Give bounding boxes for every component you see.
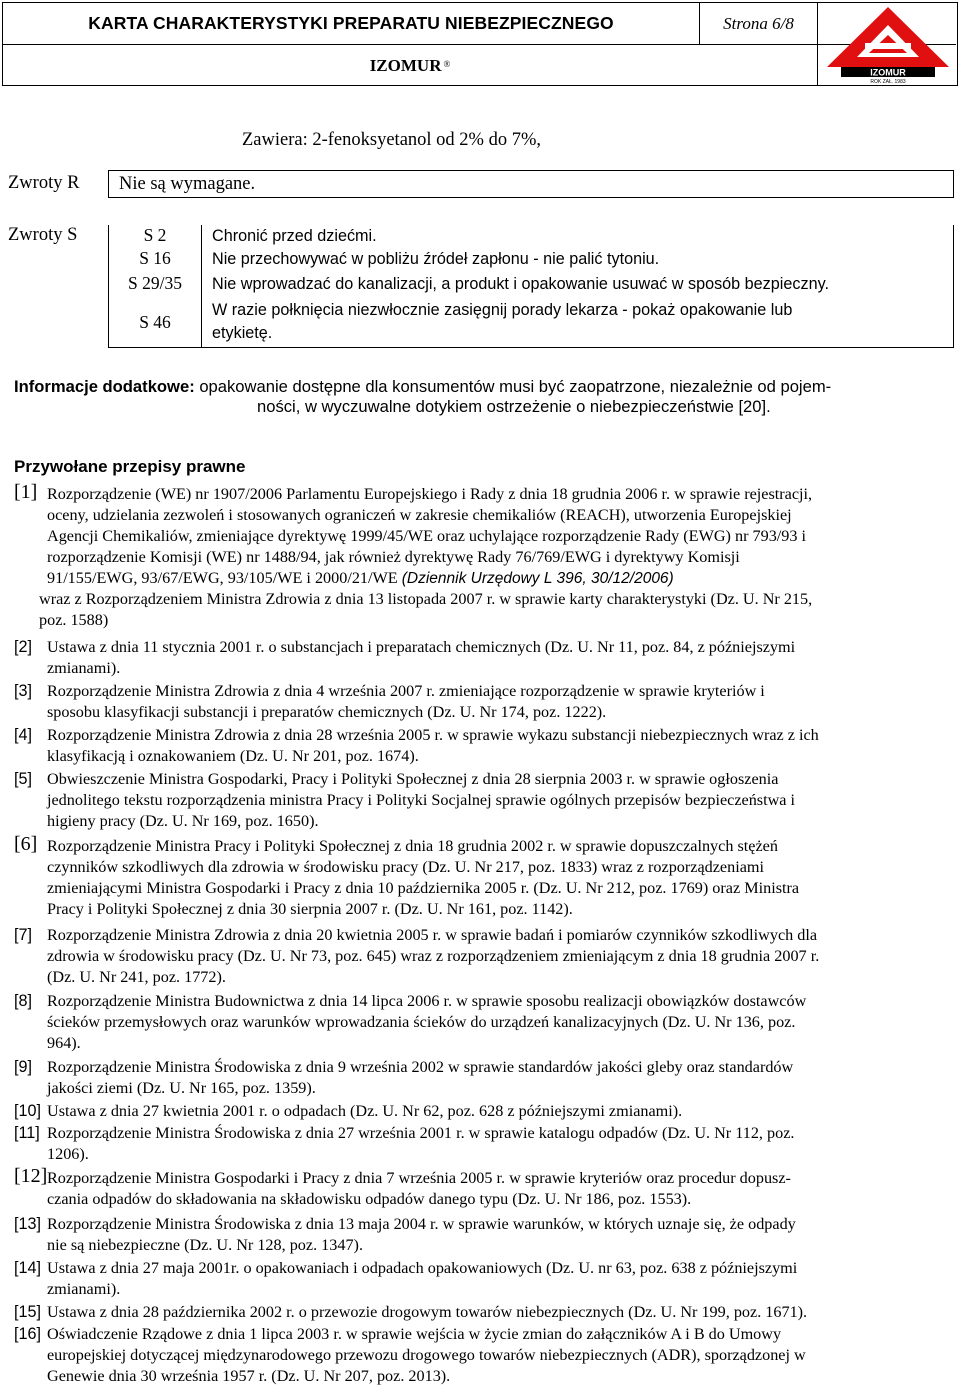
reference-line: zdrowia w środowisku pracy (Dz. U. Nr 73, poz. 645) wraz z rozporządzeniem zmieniającym z dnia 18 grudnia 2007 r. [47, 947, 820, 965]
s-phrases-label: Zwroty S [8, 225, 78, 245]
additional-info-label: Informacje dodatkowe: [14, 377, 195, 396]
reference-line: Ustawa z dnia 27 kwietnia 2001 r. o odpadach (Dz. U. Nr 62, poz. 628 z późniejszymi zmianami). [47, 1102, 683, 1120]
reference-line: Pracy i Polityki Społecznej z dnia 30 sierpnia 2007 r. (Dz. U. Nr 161, poz. 1142). [47, 900, 573, 918]
legal-reference-11 [14, 1123, 954, 1165]
legal-reference-10 [14, 1101, 954, 1122]
reference-number: [5] [14, 770, 32, 788]
legal-reference-7 [14, 925, 954, 988]
legal-reference-13 [14, 1214, 954, 1256]
reference-number: [3] [14, 682, 32, 700]
reference-line: rozporządzenie Komisji (WE) nr 1488/94, jak również dyrektywę Rady 76/769/EWG i dyrektywy Komisji [47, 548, 740, 566]
legal-reference-9 [14, 1057, 954, 1099]
s-phrase-text: Nie wprowadzać do kanalizacji, a produkt i opakowanie usuwać w sposób bezpieczny. [212, 275, 829, 293]
legal-reference-2 [14, 637, 954, 679]
reference-line: klasyfikacją i oznakowaniem (Dz. U. Nr 201, poz. 1674). [47, 747, 419, 765]
s-phrase-text: W razie połknięcia niezwłocznie zasięgnij porady lekarza - pokaż opakowanie lub [212, 301, 793, 319]
s-phrase-text: Nie przechowywać w pobliżu źródeł zapłonu - nie palić tytoniu. [212, 250, 660, 268]
reference-line: Rozporządzenie Ministra Pracy i Polityki Społecznej z dnia 18 grudnia 2002 r. w sprawie dopuszczalnych stężeń [47, 837, 778, 855]
legal-reference-16 [14, 1324, 954, 1387]
document-title: KARTA CHARAKTERYSTYKI PREPARATU NIEBEZPIECZNEGO [3, 3, 700, 44]
reference-number: [7] [14, 926, 32, 944]
reference-number: [1] [14, 481, 38, 503]
registered-mark: ® [443, 58, 451, 69]
reference-line: Ustawa z dnia 28 października 2002 r. o przewozie drogowym towarów niebezpiecznych (Dz. U. Nr 199, poz. 1671). [47, 1303, 808, 1321]
reference-line: Rozporządzenie Ministra Zdrowia z dnia 20 kwietnia 2005 r. w sprawie badań i pomiarów czynników szkodliwych dla [47, 926, 818, 944]
reference-line: higieny pracy (Dz. U. Nr 169, poz. 1650). [47, 812, 319, 830]
reference-line: sposobu klasyfikacji substancji i preparatów chemicznych (Dz. U. Nr 174, poz. 1222). [47, 703, 607, 721]
additional-info-text-continued: ności, w wyczuwalne dotykiem ostrzeżenie o niebezpieczeństwie [20]. [257, 397, 771, 416]
s-phrase-code: S 29/35 [128, 273, 182, 293]
reference-number: [4] [14, 726, 32, 744]
reference-line: Genewie dnia 30 września 1957 r. (Dz. U. Nr 207, poz. 2013). [47, 1367, 451, 1385]
reference-number: [2] [14, 638, 32, 656]
reference-number: [9] [14, 1058, 32, 1076]
product-name-text: IZOMUR [369, 55, 442, 75]
s-phrase-code: S 46 [139, 312, 171, 332]
logo-text: IZOMUR [870, 67, 906, 78]
s-phrase-code: S 2 [143, 225, 167, 245]
reference-line: czania odpadów do składowania na składowisku odpadów danego typu (Dz. U. Nr 186, poz. 1553). [47, 1190, 692, 1208]
legal-reference-5 [14, 769, 954, 832]
legal-reference-6 [14, 833, 954, 920]
reference-number: [16] [14, 1325, 42, 1343]
reference-line: Rozporządzenie Ministra Środowiska z dnia 13 maja 2004 r. w sprawie warunków, w których uznaje się, że odpady [47, 1215, 796, 1233]
product-name [3, 45, 818, 86]
reference-line-text: 91/155/EWG, 93/67/EWG, 93/105/WE i 2000/21/WE [47, 569, 402, 587]
reference-number: [13] [14, 1215, 42, 1233]
s-phrase-text: Chronić przed dziećmi. [212, 227, 377, 245]
reference-line [47, 568, 954, 589]
reference-number: [6] [14, 833, 38, 855]
reference-number: [10] [14, 1102, 42, 1120]
r-phrases-label: Zwroty R [8, 173, 80, 193]
reference-line: jednolitego tekstu rozporządzenia ministra Pracy i Polityki Socjalnej sprawie ogólnych przepisów bezpieczeństwa i [47, 791, 795, 809]
legal-reference-12 [14, 1165, 954, 1210]
reference-line: nie są niebezpieczne (Dz. U. Nr 128, poz. 1347). [47, 1236, 363, 1254]
reference-line: Rozporządzenie Ministra Zdrowia z dnia 28 września 2005 r. w sprawie wykazu substancji niebezpiecznych wraz z ich [47, 726, 819, 744]
reference-line: Rozporządzenie Ministra Zdrowia z dnia 4 września 2007 r. zmieniające rozporządzenie w sprawie kryteriów i [47, 682, 765, 700]
reference-line: Rozporządzenie Ministra Gospodarki i Pracy z dnia 7 września 2005 r. w sprawie kryteriów oraz procedur dopusz- [47, 1169, 791, 1187]
reference-line: zmianami). [47, 659, 121, 677]
legal-reference-8 [14, 991, 954, 1054]
composition-note: Zawiera: 2-fenoksyetanol od 2% do 7%, [242, 130, 541, 150]
reference-line: Rozporządzenie Ministra Środowiska z dnia 9 września 2002 w sprawie standardów jakości gleby oraz standardów [47, 1058, 794, 1076]
reference-line: poz. 1588) [39, 611, 109, 629]
legal-reference-15 [14, 1302, 954, 1323]
reference-line: Rozporządzenie (WE) nr 1907/2006 Parlamentu Europejskiego i Rady z dnia 18 grudnia 2006 r. w sprawie rejestracji, [47, 485, 813, 503]
reference-line: wraz z Rozporządzeniem Ministra Zdrowia z dnia 13 listopada 2007 r. w sprawie karty charakterystyki (Dz. U. Nr 215, [39, 590, 813, 608]
reference-number: [11] [14, 1124, 40, 1142]
reference-line: 964). [47, 1034, 81, 1052]
reference-line: jakości ziemi (Dz. U. Nr 165, poz. 1359). [47, 1079, 316, 1097]
logo-subtext: ROK ZAŁ. 1983 [870, 79, 906, 85]
s-phrase-text-continued: etykietę. [212, 324, 273, 342]
reference-number: [8] [14, 992, 32, 1010]
reference-number: [15] [14, 1303, 42, 1321]
header-row [3, 3, 956, 45]
page-number: Strona 6/8 [700, 3, 818, 44]
reference-line: Rozporządzenie Ministra Budownictwa z dnia 14 lipca 2006 r. w sprawie sposobu realizacji obowiązków dostawców [47, 992, 807, 1010]
reference-line: zmieniającymi Ministra Gospodarki i Pracy z dnia 10 października 2005 r. (Dz. U. Nr 212, poz. 1769) oraz Ministra [47, 879, 800, 897]
reference-number: [14] [14, 1259, 42, 1277]
reference-line: Oświadczenie Rządowe z dnia 1 lipca 2003 r. w sprawie wejścia w życie zmian do załączników A i B do Umowy [47, 1325, 782, 1343]
reference-line: Ustawa z dnia 27 maja 2001r. o opakowaniach i odpadach opakowaniowych (Dz. U. nr 63, poz. 638 z późniejszymi [47, 1259, 798, 1277]
reference-line: Ustawa z dnia 11 stycznia 2001 r. o substancjach i preparatach chemicznych (Dz. U. Nr 11, poz. 84, z późniejszymi [47, 638, 796, 656]
legal-reference-1 [14, 481, 954, 631]
document-header [2, 2, 958, 86]
reference-line: (Dz. U. Nr 241, poz. 1772). [47, 968, 226, 986]
izomur-logo [821, 5, 955, 85]
reference-line: oceny, udzielania zezwoleń i stosowanych ograniczeń w zakresie chemikaliów (REACH), utworzenia Europejskiej [47, 506, 792, 524]
reference-line: europejskiej dotyczącej międzynarodowego przewozu drogowego towarów niebezpiecznych (ADR), sporządzonej w [47, 1346, 806, 1364]
s-phrases-table [108, 225, 954, 348]
reference-line: zmianami). [47, 1280, 121, 1298]
legal-reference-14 [14, 1258, 954, 1300]
additional-info [14, 377, 954, 417]
reference-line: Rozporządzenie Ministra Środowiska z dnia 27 września 2001 r. w sprawie katalogu odpadów (Dz. U. Nr 112, poz. [47, 1124, 795, 1142]
legal-reference-4 [14, 725, 954, 767]
reference-journal: (Dziennik Urzędowy L 396, 30/12/2006) [401, 570, 674, 587]
reference-number: [12] [14, 1165, 48, 1187]
reference-line: Agencji Chemikaliów, zmieniające dyrektywę 1999/45/WE oraz uchylające rozporządzenie Rady (EWG) nr 793/93 i [47, 527, 807, 545]
reference-line: czynników szkodliwych dla zdrowia w środowisku pracy (Dz. U. Nr 217, poz. 1833) wraz z rozporządzeniami [47, 858, 764, 876]
legal-references-title: Przywołane przepisy prawne [14, 457, 246, 476]
reference-line: ścieków przemysłowych oraz warunków wprowadzania ścieków do urządzeń kanalizacyjnych (Dz. U. Nr 136, poz. [47, 1013, 796, 1031]
legal-reference-3 [14, 681, 954, 723]
reference-line: 1206). [47, 1145, 89, 1163]
r-phrases-box: Nie są wymagane. [108, 170, 954, 198]
s-phrase-code: S 16 [139, 248, 171, 268]
additional-info-text: opakowanie dostępne dla konsumentów musi być zaopatrzone, niezależnie od pojem- [194, 377, 832, 396]
reference-line: Obwieszczenie Ministra Gospodarki, Pracy i Polityki Społecznej z dnia 28 sierpnia 2003 r. w sprawie ogłoszenia [47, 770, 779, 788]
